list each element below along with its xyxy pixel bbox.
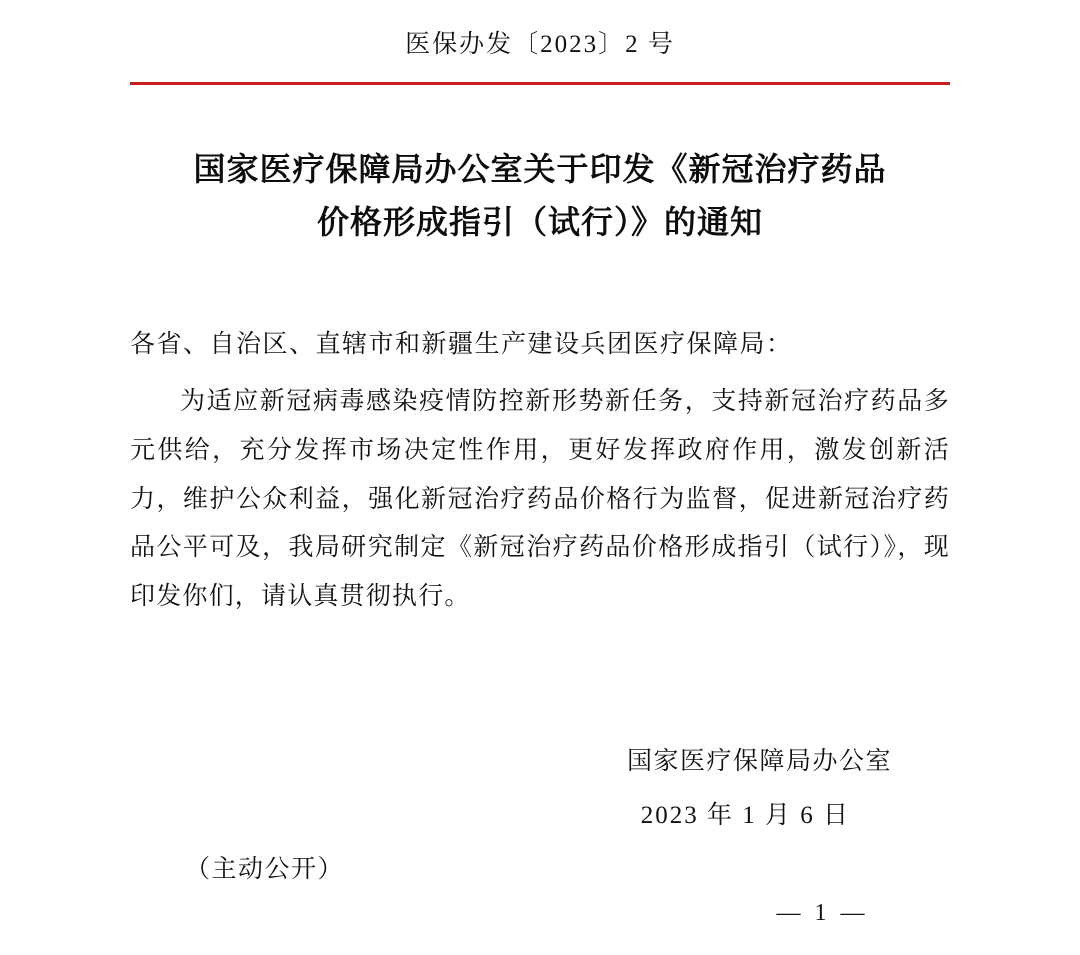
disclosure-note: （主动公开） <box>185 855 345 883</box>
salutation: 各省、自治区、直辖市和新疆生产建设兵团医疗保障局： <box>130 330 793 358</box>
page-number: — 1 — <box>776 900 869 926</box>
document-title <box>130 143 950 249</box>
signature-date: 2023 年 1 月 6 日 <box>640 801 850 829</box>
red-separator-rule <box>130 82 950 85</box>
body-paragraph: 为适应新冠病毒感染疫情防控新形势新任务，支持新冠治疗药品多元供给，充分发挥市场决定性作用，更好发挥政府作用，激发创新活力，维护公众利益，强化新冠治疗药品价格行为监督，促进新冠治疗药品公平可及，我局研究制定《新冠治疗药品价格形成指引（试行）》，现印发你们，请认真贯彻执行。 <box>130 388 950 611</box>
title-line-2: 价格形成指引（试行）》的通知 <box>316 203 763 240</box>
signature-issuer: 国家医疗保障局办公室 <box>626 747 892 775</box>
document-number: 医保办发〔2023〕2 号 <box>405 31 675 58</box>
title-line-1: 国家医疗保障局办公室关于印发《新冠治疗药品 <box>193 151 887 187</box>
